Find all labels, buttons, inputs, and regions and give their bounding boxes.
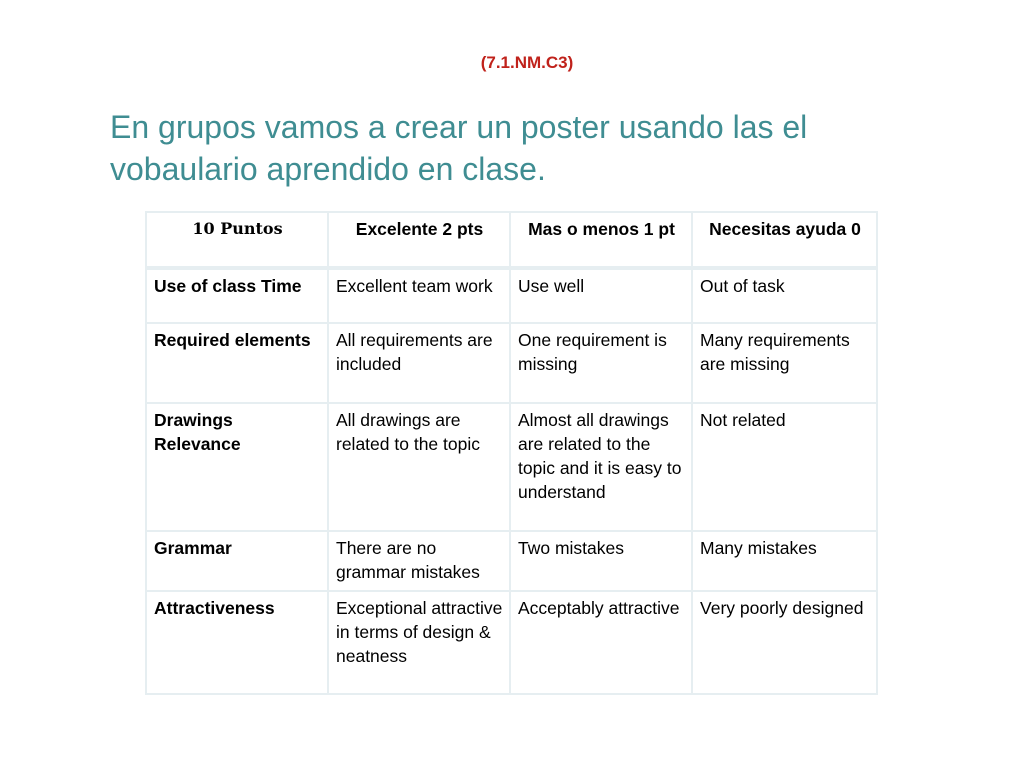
criterion-cell: Attractiveness (146, 591, 328, 694)
criterion-cell: Grammar (146, 531, 328, 591)
header-necesitas-ayuda: Necesitas ayuda 0 (692, 212, 877, 268)
table-row (146, 591, 877, 694)
table-row (146, 531, 877, 591)
table-cell: Use well (510, 268, 692, 323)
rubric-table (145, 211, 878, 695)
table-row (146, 403, 877, 531)
table-cell: Excellent team work (328, 268, 510, 323)
header-excelente: Excelente 2 pts (328, 212, 510, 268)
header-mas-o-menos: Mas o menos 1 pt (510, 212, 692, 268)
table-cell: All requirements are included (328, 323, 510, 403)
table-row (146, 323, 877, 403)
table-cell: Many mistakes (692, 531, 877, 591)
slide-heading: En grupos vamos a crear un poster usando las el vobaulario aprendido en clase. (110, 109, 808, 187)
table-cell: Exceptional attractive in terms of design & neatness (328, 591, 510, 694)
table-cell: Two mistakes (510, 531, 692, 591)
table-row (146, 268, 877, 323)
table-cell: Very poorly designed (692, 591, 877, 694)
table-header-row (146, 212, 877, 268)
criterion-cell: Drawings Relevance (146, 403, 328, 531)
standard-code: (7.1.NM.C3) (480, 53, 574, 72)
table-cell: Acceptably attractive (510, 591, 692, 694)
header-points: 10 Puntos (146, 212, 328, 268)
table-cell: One requirement is missing (510, 323, 692, 403)
criterion-cell: Use of class Time (146, 268, 328, 323)
table-cell: All drawings are related to the topic (328, 403, 510, 531)
table-cell: Out of task (692, 268, 877, 323)
table-cell: There are no grammar mistakes (328, 531, 510, 591)
table-cell: Not related (692, 403, 877, 531)
table-cell: Many requirements are missing (692, 323, 877, 403)
criterion-cell: Required elements (146, 323, 328, 403)
table-cell: Almost all drawings are related to the topic and it is easy to understand (510, 403, 692, 531)
